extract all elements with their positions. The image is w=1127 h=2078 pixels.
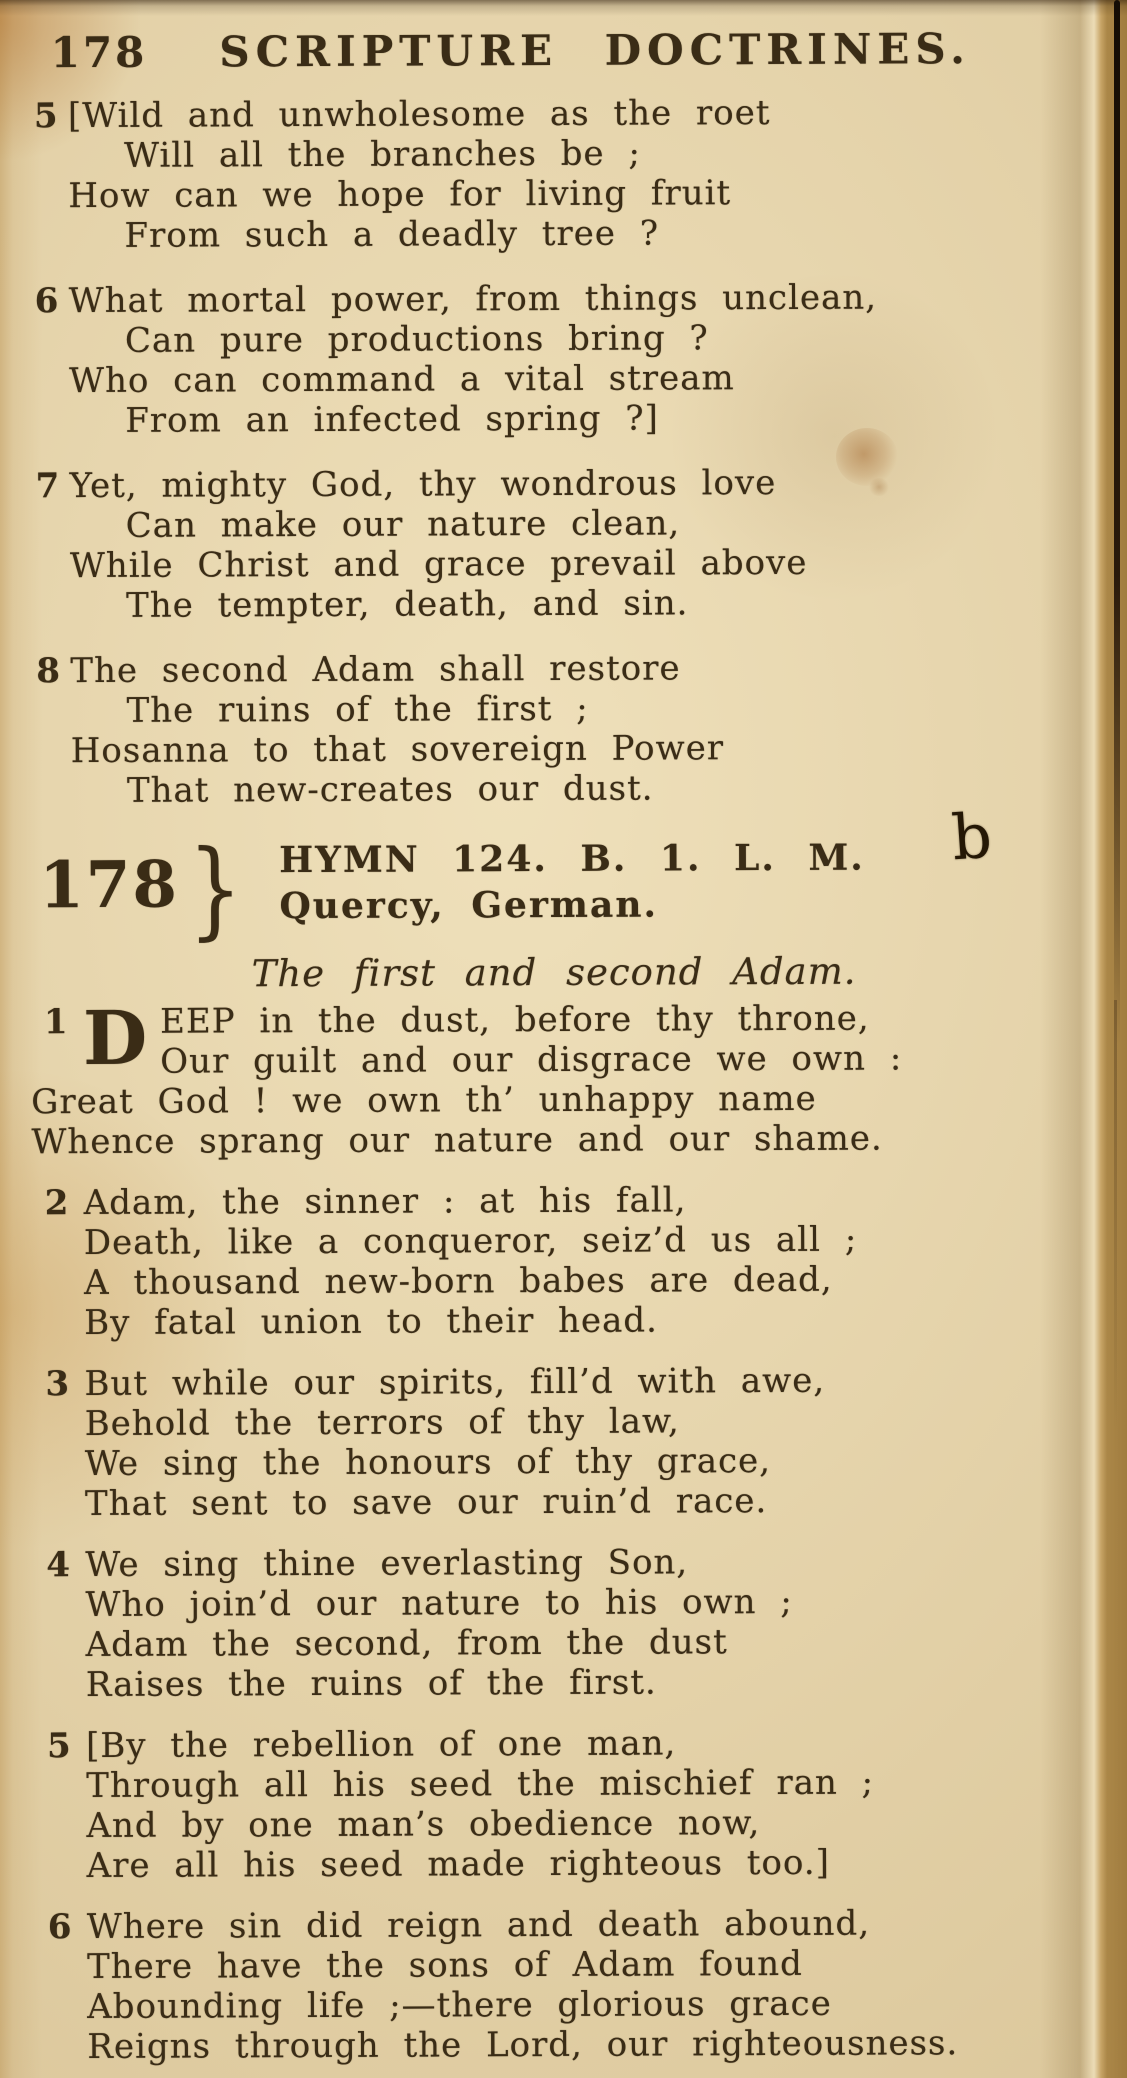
stanza	[1, 1360, 1097, 1525]
hymn-number: 178	[39, 847, 180, 924]
stanza	[0, 995, 1096, 1163]
verse-number: 3	[45, 1364, 71, 1405]
verse-number: 4	[46, 1545, 72, 1586]
verse-line: Who can command a vital stream	[69, 358, 735, 402]
verse-line: The ruins of the first ;	[126, 688, 589, 731]
hymn-stanzas	[0, 995, 1099, 2068]
verse-line: That new-creates our dust.	[126, 768, 654, 811]
verse-line: Adam the second, from the dust	[85, 1622, 728, 1666]
page-edge-shadow-line-lower	[1114, 1000, 1117, 1430]
stanza	[0, 92, 1092, 257]
verse-line: What mortal power, from things unclean,	[68, 277, 878, 322]
verse-line: Hosanna to that sovereign Power	[70, 728, 725, 772]
running-header	[0, 24, 1091, 79]
verse-line: But while our spirits, fill’d with awe,	[84, 1360, 826, 1405]
verse-line: Whence sprang our nature and our shame.	[31, 1118, 883, 1163]
verse-line: Can pure productions bring ?	[124, 318, 709, 361]
drop-cap: D	[82, 995, 149, 1083]
stanza	[3, 1722, 1099, 1887]
verse-line: That sent to save our ruin’d race.	[84, 1481, 768, 1525]
verse-line: There have the sons of Adam found	[86, 1943, 803, 1988]
hymn-heading	[0, 827, 1095, 955]
hymn-tune-origin: Quercy, German.	[279, 883, 659, 928]
hymn-brace: }	[187, 827, 244, 951]
verse-number: 5	[33, 96, 59, 137]
verse-line: While Christ and grace prevail above	[69, 542, 808, 587]
verse-line: Yet, mighty God, thy wondrous love	[69, 462, 777, 507]
verse-number: 1	[43, 1002, 69, 1043]
verse-line: [By the rebellion of one man,	[85, 1723, 677, 1767]
stanza	[4, 1903, 1100, 2068]
verse-line: Adam, the sinner : at his fall,	[83, 1180, 687, 1224]
verse-line: The tempter, death, and sin.	[126, 583, 689, 626]
stanza	[2, 1541, 1098, 1706]
verse-line: Through all his seed the mischief ran ;	[86, 1762, 875, 1807]
page-edge-shadow-line	[1114, 0, 1120, 1045]
verse-line: [Wild and unwholesome as the roet	[67, 93, 771, 137]
verse-line: How can we hope for living fruit	[68, 173, 732, 217]
hymn-heading-center	[279, 835, 865, 930]
verse-line: Death, like a conqueror, seiz’d us all ;	[83, 1219, 858, 1264]
handwritten-letter-b: b	[949, 798, 995, 875]
stanza	[0, 647, 1094, 812]
verse-number: 6	[47, 1907, 73, 1948]
verse-line: Great God ! we own th’ unhappy name	[31, 1078, 817, 1123]
running-title: SCRIPTURE DOCTRINES.	[219, 24, 971, 77]
verse-line: The second Adam shall restore	[70, 648, 681, 692]
stanza	[0, 277, 1092, 442]
verse-line: And by one man’s obedience now,	[86, 1803, 761, 1847]
verse-line: We sing thine everlasting Son,	[85, 1542, 689, 1586]
previous-hymn-stanzas	[0, 92, 1094, 812]
foxing-stain	[836, 428, 898, 486]
verse-number: 7	[35, 466, 61, 507]
verse-line: From such a deadly tree ?	[124, 213, 660, 256]
verse-line: By fatal union to their head.	[84, 1300, 659, 1344]
page-number: 178	[50, 27, 148, 78]
verse-number: 6	[34, 281, 60, 322]
hymn-meta: HYMN 124. B. 1. L. M.	[279, 836, 865, 882]
foxing-stain-small	[868, 478, 890, 496]
verse-line: Will all the branches be ;	[124, 133, 641, 176]
verse-line: We sing the honours of thy grace,	[84, 1441, 772, 1485]
hymn-title: The first and second Adam.	[251, 949, 857, 996]
verse-number: 5	[46, 1726, 72, 1767]
stanza	[0, 462, 1093, 627]
verse-line: Where sin did reign and death abound,	[86, 1903, 871, 1948]
verse-line: Are all his seed made righteous too.]	[86, 1842, 831, 1887]
verse-number: 8	[36, 651, 62, 692]
stanza	[1, 1179, 1097, 1344]
verse-line: Raises the ruins of the first.	[85, 1662, 657, 1706]
verse-line: EEP in the dust, before thy throne,	[159, 998, 870, 1042]
verse-line: Reigns through the Lord, our righteousness.	[87, 2023, 959, 2068]
verse-line: Abounding life ;—there glorious grace	[87, 1983, 832, 2028]
verse-line: Our guilt and our disgrace we own :	[160, 1038, 903, 1082]
verse-line: A thousand new-born babes are dead,	[83, 1259, 833, 1304]
verse-line: Who join’d our nature to his own ;	[85, 1581, 793, 1626]
verse-line: From an infected spring ?]	[125, 398, 659, 441]
verse-number: 2	[44, 1183, 70, 1224]
verse-line: Can make our nature clean,	[125, 503, 681, 546]
verse-line: Behold the terrors of thy law,	[84, 1401, 680, 1445]
